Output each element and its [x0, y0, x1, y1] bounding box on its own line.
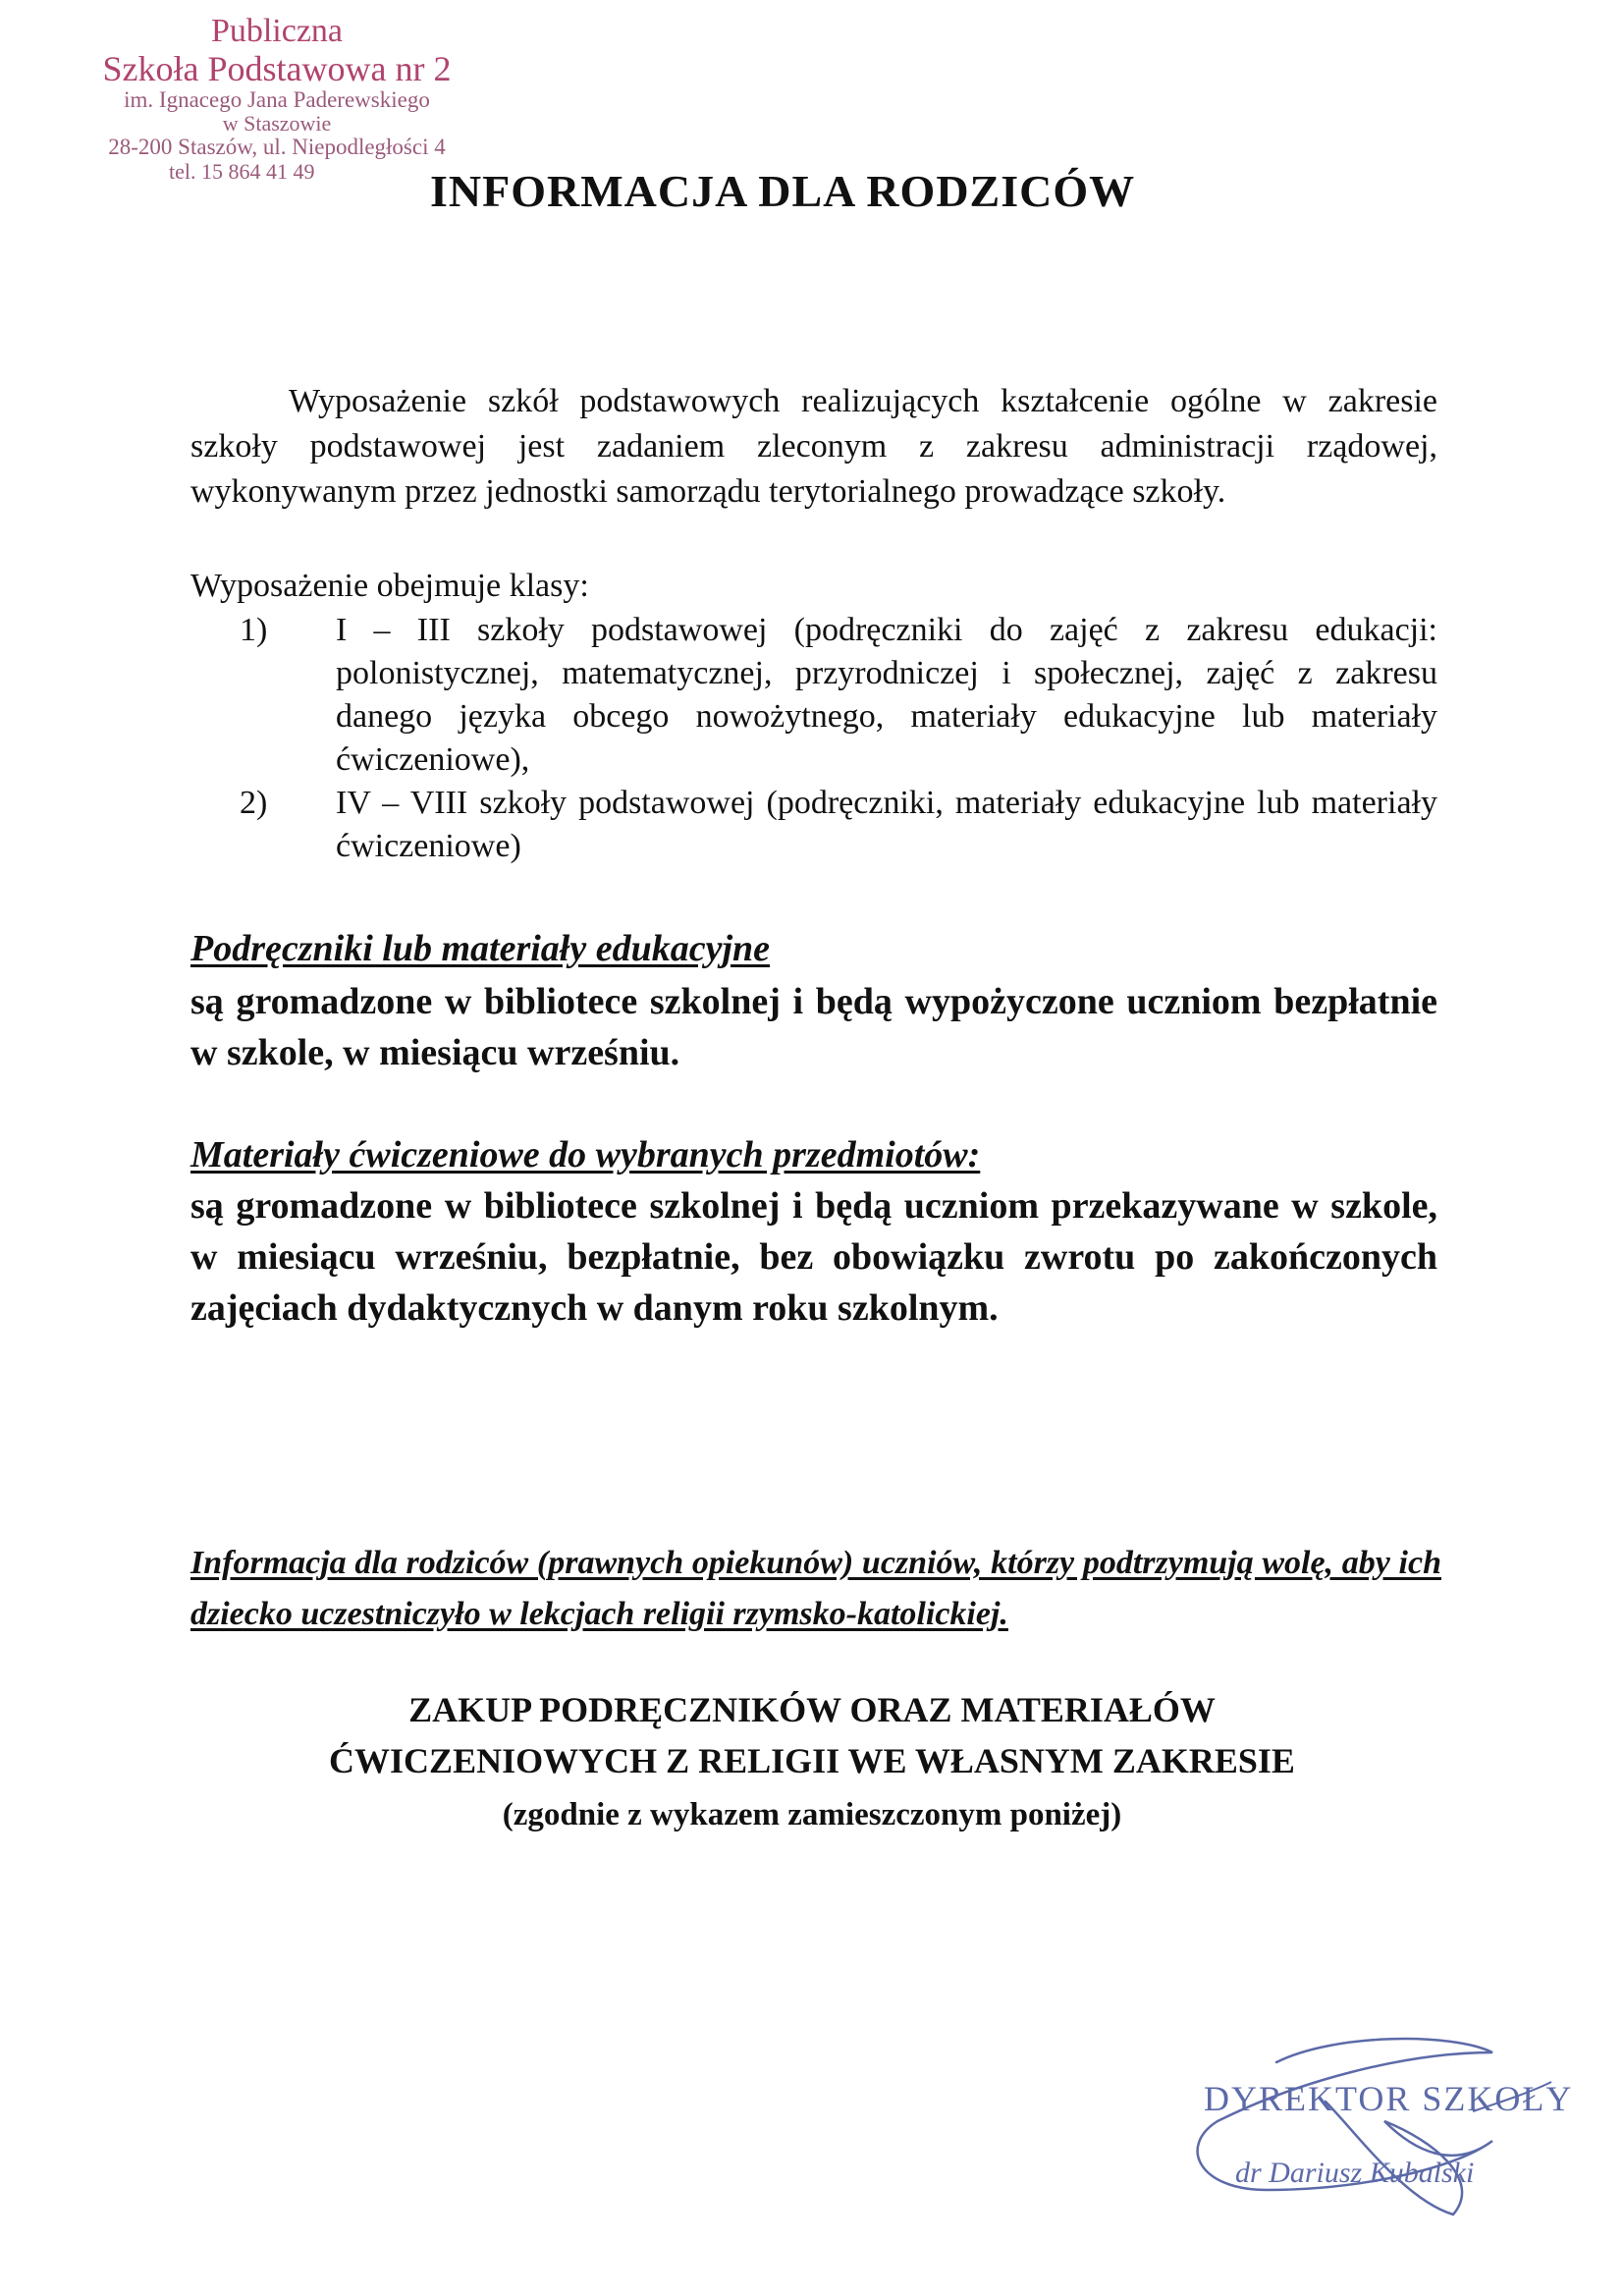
stamp-line-2: Szkoła Podstawowa nr 2: [102, 48, 452, 88]
classes-list: [190, 609, 1437, 868]
school-stamp: [51, 14, 503, 184]
intro-paragraph: [190, 379, 1437, 515]
stamp-line-3: im. Ignacego Jana Paderewskiego: [124, 86, 430, 112]
signature-stamp: [1159, 2023, 1591, 2219]
religion-info: Informacja dla rodziców (prawnych opiekunów) uczniów, którzy podtrzymują wolę, aby ich dziecko uczestniczyło w lekcjach religii rzymsko-katolickiej.: [190, 1545, 1441, 1632]
covers-label: Wyposażenie obejmuje klasy:: [190, 568, 589, 604]
section-2-body: są gromadzone w bibliotece szkolnej i będą uczniom przekazywane w szkole, w miesiącu wrześniu, bezpłatnie, bez obowiązku zwrotu po zakończonych zajęciach dydaktycznych w danym roku szkolnym.: [190, 1185, 1437, 1329]
intro-text: Wyposażenie szkół podstawowych realizujących kształcenie ogólne w zakresie szkoły podstawowej jest zadaniem zleconym z zakresu administracji rządowej, wykonywanym przez jednostki samorządu terytorialnego prowadzące szkoły.: [190, 383, 1437, 510]
page-title: INFORMACJA DLA RODZICÓW: [430, 166, 1136, 216]
purchase-line-1: ZAKUP PODRĘCZNIKÓW ORAZ MATERIAŁÓW: [408, 1690, 1216, 1729]
section-1-heading: Podręczniki lub materiały edukacyjne: [190, 928, 771, 969]
list-item: [190, 782, 1437, 868]
signature-name: dr Dariusz Kubalski: [1235, 2157, 1475, 2189]
list-item-text: I – III szkoły podstawowej (podręczniki do zajęć z zakresu edukacji: polonistycznej, matematycznej, przyrodniczej i społecznej, zajęć z zakresu danego języka obcego nowożytnego, materiały edukacyjne lub materiały ćwiczeniowe),: [336, 612, 1437, 778]
list-item-number: 2): [240, 785, 268, 821]
signature-scribble-icon: [1159, 2023, 1591, 2219]
section-1-body: są gromadzone w bibliotece szkolnej i będą wypożyczone uczniom bezpłatnie w szkole, w miesiącu wrześniu.: [190, 981, 1437, 1073]
list-item: [190, 609, 1437, 782]
list-item-number: 1): [240, 612, 268, 648]
purchase-line-3: (zgodnie z wykazem zamieszczonym poniżej): [502, 1797, 1122, 1832]
stamp-line-6: tel. 15 864 41 49: [169, 159, 315, 184]
signature-title: DYREKTOR SZKOŁY: [1204, 2079, 1574, 2118]
purchase-line-2: ĆWICZENIOWYCH Z RELIGII WE WŁASNYM ZAKRESIE: [329, 1741, 1295, 1780]
stamp-line-1: Publiczna: [210, 13, 344, 49]
list-item-text: IV – VIII szkoły podstawowej (podręczniki, materiały edukacyjne lub materiały ćwiczeniowe): [336, 785, 1437, 864]
stamp-line-4: w Staszowie: [222, 111, 332, 137]
stamp-line-5: 28-200 Staszów, ul. Niepodległości 4: [108, 135, 446, 160]
section-2-heading: Materiały ćwiczeniowe do wybranych przedmiotów:: [190, 1134, 981, 1175]
